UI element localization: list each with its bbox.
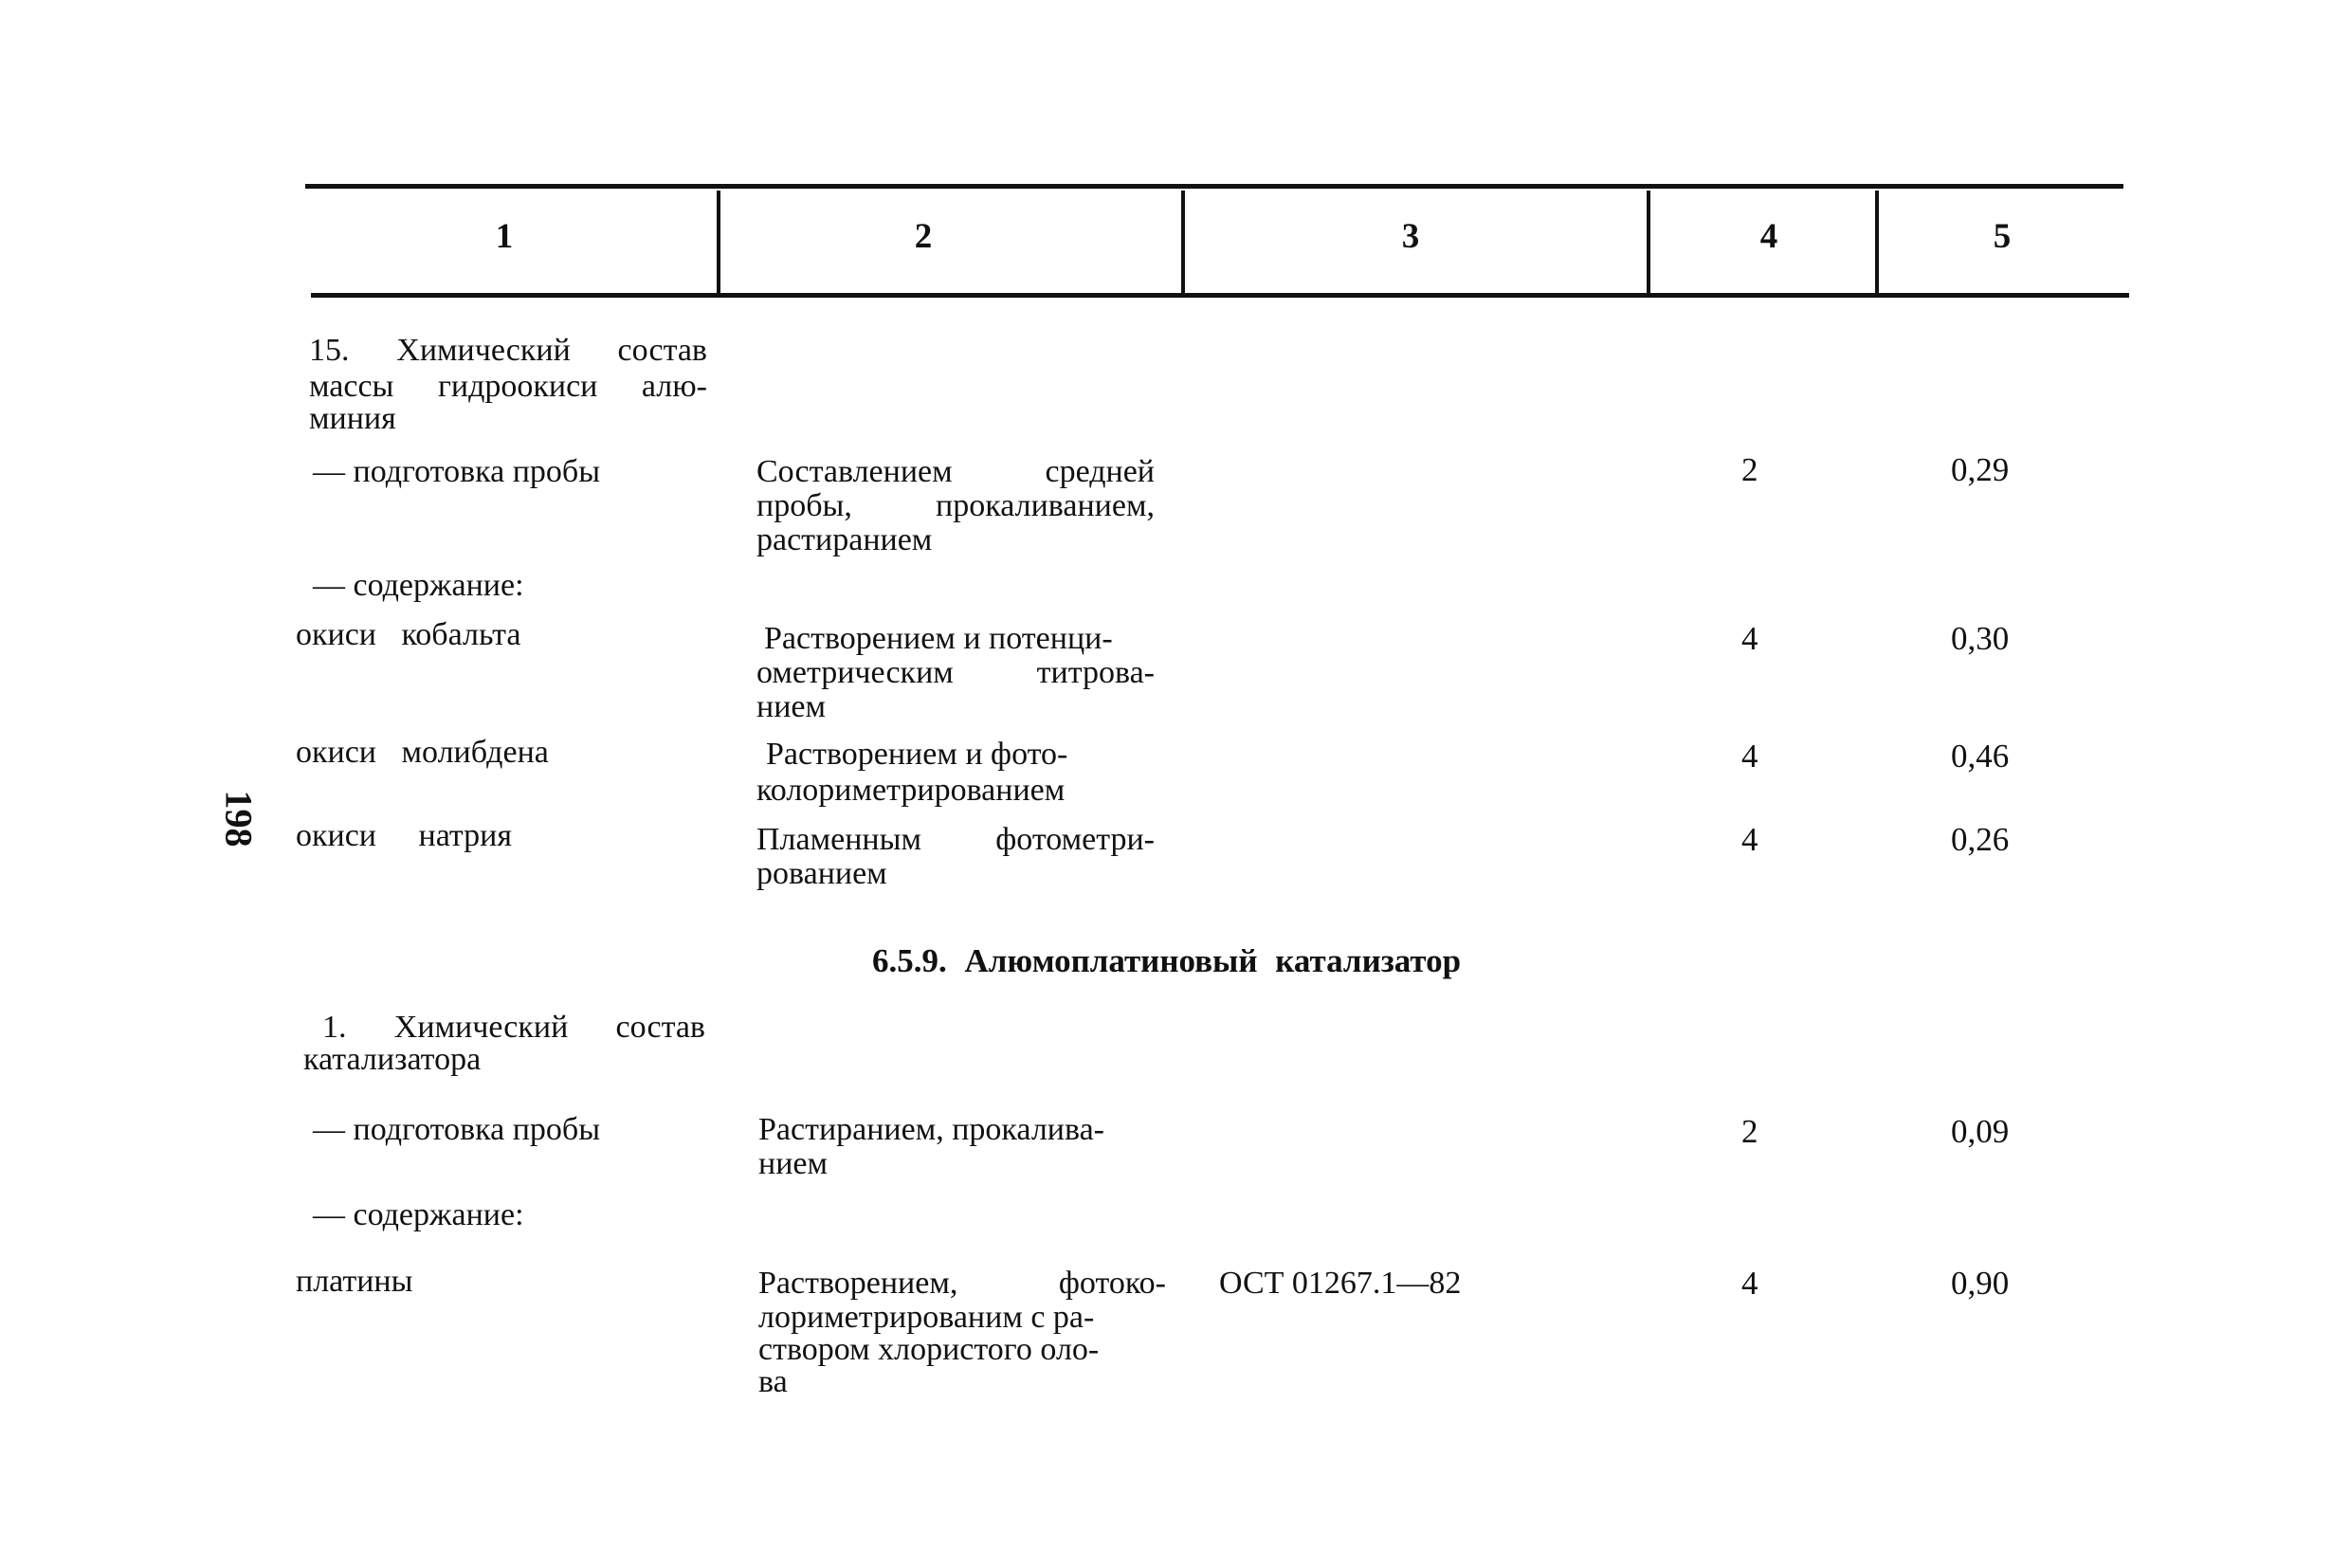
method-text: колориметрированием [756, 773, 1066, 808]
value-col5: 0,90 [1951, 1265, 2010, 1302]
column-divider [717, 191, 720, 293]
section-title: 6.5.9. Алюмоплатиновый катализатор [872, 942, 1462, 979]
value-col4: 2 [1741, 451, 1758, 488]
value-col5: 0,30 [1951, 620, 2010, 657]
standard-reference: ОСТ 01267.1—82 [1219, 1266, 1462, 1301]
page-number: 198 [217, 790, 261, 848]
value-col4: 4 [1741, 738, 1758, 775]
method-text: ометрическим титрова- [756, 655, 1155, 690]
value-col5: 0,46 [1951, 738, 2010, 775]
method-text: створом хлористого оло- [758, 1332, 1100, 1367]
method-text: ва [758, 1364, 788, 1399]
row-label: — подготовка пробы [313, 454, 601, 489]
table-top-rule [305, 184, 2123, 189]
column-header-4: 4 [1759, 217, 1778, 256]
column-divider [1875, 191, 1879, 293]
value-col5: 0,26 [1951, 821, 2010, 858]
value-col4: 2 [1741, 1113, 1758, 1150]
column-header-5: 5 [1993, 217, 2012, 256]
column-header-3: 3 [1401, 217, 1420, 256]
row-label: — содержание: [313, 568, 524, 603]
method-text: Пламенным фотометри- [756, 822, 1155, 857]
method-text: Растворением, фотоко- [758, 1266, 1166, 1301]
value-col4: 4 [1741, 620, 1758, 657]
value-col5: 0,29 [1951, 451, 2010, 488]
method-text: пробы, прокаливанием, [756, 488, 1155, 523]
row-item-title: массы гидроокиси алю- [309, 369, 707, 404]
column-divider [1647, 191, 1650, 293]
method-text: Растворением и потенци- [764, 621, 1113, 656]
method-text: Растиранием, прокалива- [758, 1112, 1105, 1147]
method-text: нием [758, 1146, 828, 1181]
method-text: Растворением и фото- [766, 737, 1068, 772]
table-header-rule [311, 293, 2129, 298]
value-col4: 4 [1741, 1265, 1758, 1302]
row-item-title: 15. Химический состав [309, 333, 707, 368]
row-label: платины [296, 1264, 413, 1299]
row-item-title: катализатора [303, 1042, 482, 1077]
row-item-title: 1. Химический состав [322, 1010, 705, 1045]
method-text: лориметрированим с ра- [758, 1300, 1095, 1335]
column-header-1: 1 [495, 217, 514, 256]
row-label: окиси молибдена [296, 735, 549, 770]
method-text: Составлением средней [756, 454, 1155, 489]
method-text: растиранием [756, 522, 933, 557]
row-label: — содержание: [313, 1197, 524, 1232]
value-col4: 4 [1741, 821, 1758, 858]
column-header-2: 2 [914, 217, 933, 256]
method-text: рованием [756, 856, 887, 891]
row-label: — подготовка пробы [313, 1112, 601, 1147]
row-label: окиси кобальта [296, 617, 521, 652]
row-item-title: миния [309, 401, 396, 436]
column-divider [1181, 191, 1185, 293]
method-text: нием [756, 689, 826, 724]
value-col5: 0,09 [1951, 1113, 2010, 1150]
row-label: окиси натрия [296, 818, 513, 853]
